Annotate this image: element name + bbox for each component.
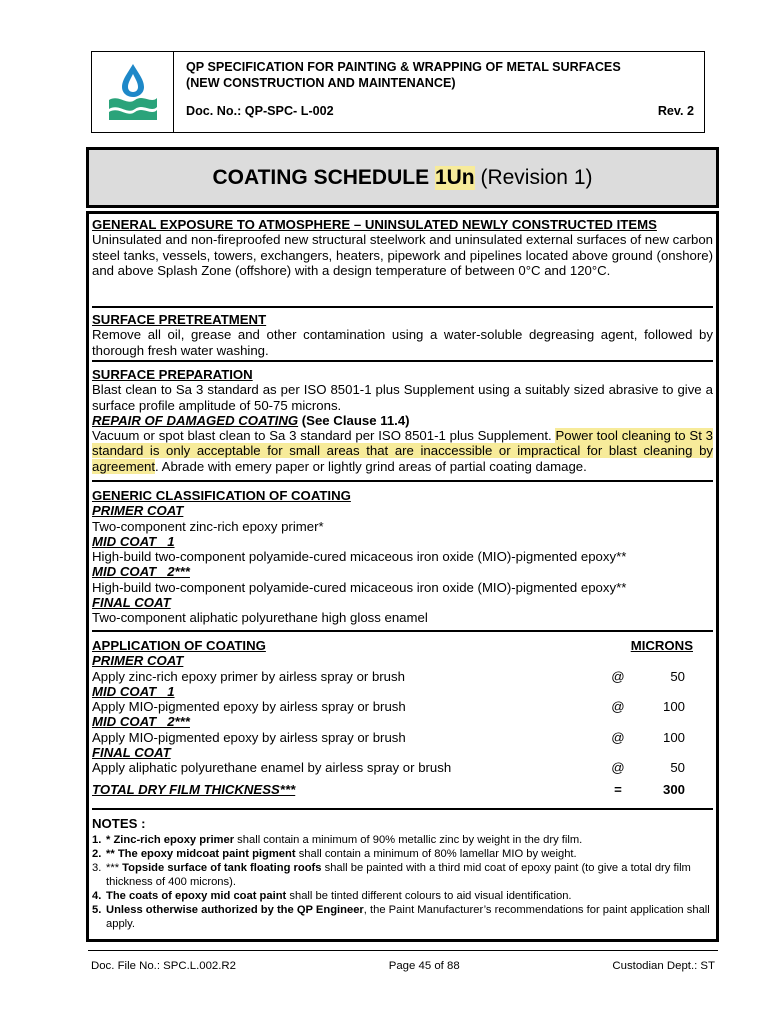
revision: Rev. 2 [657, 104, 694, 118]
note-number: 5. [92, 904, 102, 917]
app-value-final: 50 [670, 760, 685, 776]
class-label-primer: PRIMER COAT [92, 503, 184, 519]
note-number: 2. [92, 848, 102, 861]
pretreatment-section [92, 308, 713, 362]
schedule-content [86, 211, 719, 942]
microns-heading: MICRONS [630, 638, 693, 653]
note-rest: shall be painted with a third mid coat of epoxy paint (to give a total dry film thickness of 400 microns). [106, 862, 691, 889]
class-label-mid2: MID COAT 2*** [92, 564, 190, 580]
note-number: 1. [92, 834, 102, 847]
notes-heading: NOTES : [92, 816, 146, 831]
application-heading: APPLICATION OF COATING [92, 638, 266, 653]
app-label-primer: PRIMER COAT [92, 653, 184, 669]
app-at-mid1: @ [611, 699, 625, 715]
repair-body-highlight: Power tool cleaning to St 3 standard is only acceptable for small areas that are inaccessible or impractical for blast cleaning by agreement [92, 428, 713, 474]
footer-divider [88, 950, 718, 951]
header-title-line2: (NEW CONSTRUCTION AND MAINTENANCE) [186, 76, 456, 90]
header-docline [186, 103, 694, 119]
notes-section [92, 810, 713, 931]
document-header [91, 51, 705, 133]
footer-page-number: Page 45 of 88 [388, 960, 460, 972]
note-rest: , the Paint Manufacturer’s recommendations for paint application shall apply. [106, 904, 710, 931]
note-bold: Unless otherwise authorized by the QP Engineer [106, 904, 364, 917]
app-row-primer [92, 669, 713, 684]
title-prefix: COATING SCHEDULE [212, 165, 435, 189]
class-text-final: Two-component aliphatic polyurethane high gloss enamel [92, 610, 428, 626]
repair-heading: REPAIR OF DAMAGED COATING [92, 412, 299, 428]
header-title-line1: QP SPECIFICATION FOR PAINTING & WRAPPING OF METAL SURFACES [186, 60, 621, 74]
note-pre: *** [106, 862, 123, 875]
app-text-mid1: Apply MIO-pigmented epoxy by airless spray or brush [92, 699, 406, 715]
app-row-final [92, 760, 713, 775]
repair-body [92, 428, 713, 474]
class-text-primer: Two-component zinc-rich epoxy primer* [92, 518, 324, 534]
note-text [106, 833, 713, 847]
footer-doc-file: Doc. File No.: SPC.L.002.R2 [91, 960, 236, 972]
note-item [92, 833, 713, 847]
class-label-final: FINAL COAT [92, 595, 171, 611]
total-dft-row [92, 782, 713, 797]
total-dft-equals: = [614, 781, 622, 797]
classification-section [92, 482, 713, 632]
note-item [92, 889, 713, 903]
doc-number: Doc. No.: QP-SPC- L-002 [186, 104, 334, 118]
note-number: 4. [92, 890, 102, 903]
app-text-mid2: Apply MIO-pigmented epoxy by airless spray or brush [92, 729, 406, 745]
app-value-primer: 50 [670, 668, 685, 684]
document-footer [91, 960, 715, 972]
app-label-final: FINAL COAT [92, 745, 171, 761]
total-dft-label: TOTAL DRY FILM THICKNESS*** [92, 781, 296, 797]
note-text [106, 847, 713, 861]
note-text [106, 889, 713, 903]
note-rest: shall be tinted different colours to aid visual identification. [286, 890, 572, 903]
note-rest: shall contain a minimum of 90% metallic zinc by weight in the dry film. [234, 834, 583, 847]
pretreatment-body: Remove all oil, grease and other contamination using a water-soluble degreasing agent, followed by thorough fresh water washing. [92, 327, 713, 358]
title-code: 1Un [434, 165, 475, 189]
logo-cell [92, 52, 174, 132]
note-bold: The coats of epoxy mid coat paint [106, 890, 287, 903]
app-value-mid2: 100 [662, 729, 685, 745]
application-header-row [92, 638, 713, 653]
note-bold: ** The epoxy midcoat paint pigment [106, 848, 296, 861]
preparation-section [92, 362, 713, 482]
note-item [92, 847, 713, 861]
note-number: 3. [92, 862, 102, 875]
app-at-final: @ [611, 760, 625, 776]
class-text-mid2: High-build two-component polyamide-cured micaceous iron oxide (MIO)-pigmented epoxy** [92, 579, 627, 595]
repair-heading-line [92, 413, 713, 428]
note-text [106, 903, 713, 931]
header-text [174, 52, 704, 132]
app-text-primer: Apply zinc-rich epoxy primer by airless spray or brush [92, 668, 405, 684]
general-body: Uninsulated and non-fireproofed new structural steelwork and uninsulated external surfaces of new carbon steel tanks, vessels, towers, exchangers, heaters, pipework and pipelines located above ground (onshore) and above Splash Zone (offshore) with a design temperature of between 0°C and 120°C. [92, 232, 713, 278]
total-dft-value: 300 [662, 781, 685, 797]
qp-logo-icon [105, 60, 161, 124]
class-text-mid1: High-build two-component polyamide-cured micaceous iron oxide (MIO)-pigmented epoxy** [92, 549, 627, 565]
app-at-mid2: @ [611, 729, 625, 745]
repair-clause: (See Clause 11.4) [298, 412, 410, 428]
note-rest: shall contain a minimum of 80% lamellar MIO by weight. [295, 848, 577, 861]
note-bold: Topside surface of tank floating roofs [122, 862, 322, 875]
general-heading: GENERAL EXPOSURE TO ATMOSPHERE – UNINSULATED NEWLY CONSTRUCTED ITEMS [92, 217, 657, 232]
preparation-heading: SURFACE PREPARATION [92, 367, 253, 382]
app-row-mid1 [92, 699, 713, 714]
general-exposure-section [92, 214, 713, 308]
pretreatment-heading: SURFACE PRETREATMENT [92, 312, 267, 327]
app-label-mid2: MID COAT 2*** [92, 714, 190, 730]
app-row-mid2 [92, 730, 713, 745]
title-suffix: (Revision 1) [474, 165, 593, 189]
note-item [92, 903, 713, 931]
app-label-mid1: MID COAT 1 [92, 683, 175, 699]
app-value-mid1: 100 [662, 699, 685, 715]
note-bold: * Zinc-rich epoxy primer [106, 834, 235, 847]
app-text-final: Apply aliphatic polyurethane enamel by airless spray or brush [92, 760, 452, 776]
preparation-body: Blast clean to Sa 3 standard as per ISO 8501-1 plus Supplement using a suitably sized abrasive to give a surface profile amplitude of 50-75 microns. [92, 382, 713, 413]
classification-heading: GENERIC CLASSIFICATION OF COATING [92, 488, 351, 503]
repair-body-1: Vacuum or spot blast clean to Sa 3 standard per ISO 8501-1 plus Supplement. [92, 428, 556, 444]
note-text [106, 861, 713, 889]
footer-custodian: Custodian Dept.: ST [612, 960, 715, 972]
note-item [92, 861, 713, 889]
repair-body-2: . Abrade with emery paper or lightly grind areas of partial coating damage. [155, 458, 587, 474]
app-at-primer: @ [611, 668, 625, 684]
application-section [92, 632, 713, 810]
class-label-mid1: MID COAT 1 [92, 533, 175, 549]
schedule-title [86, 147, 719, 208]
